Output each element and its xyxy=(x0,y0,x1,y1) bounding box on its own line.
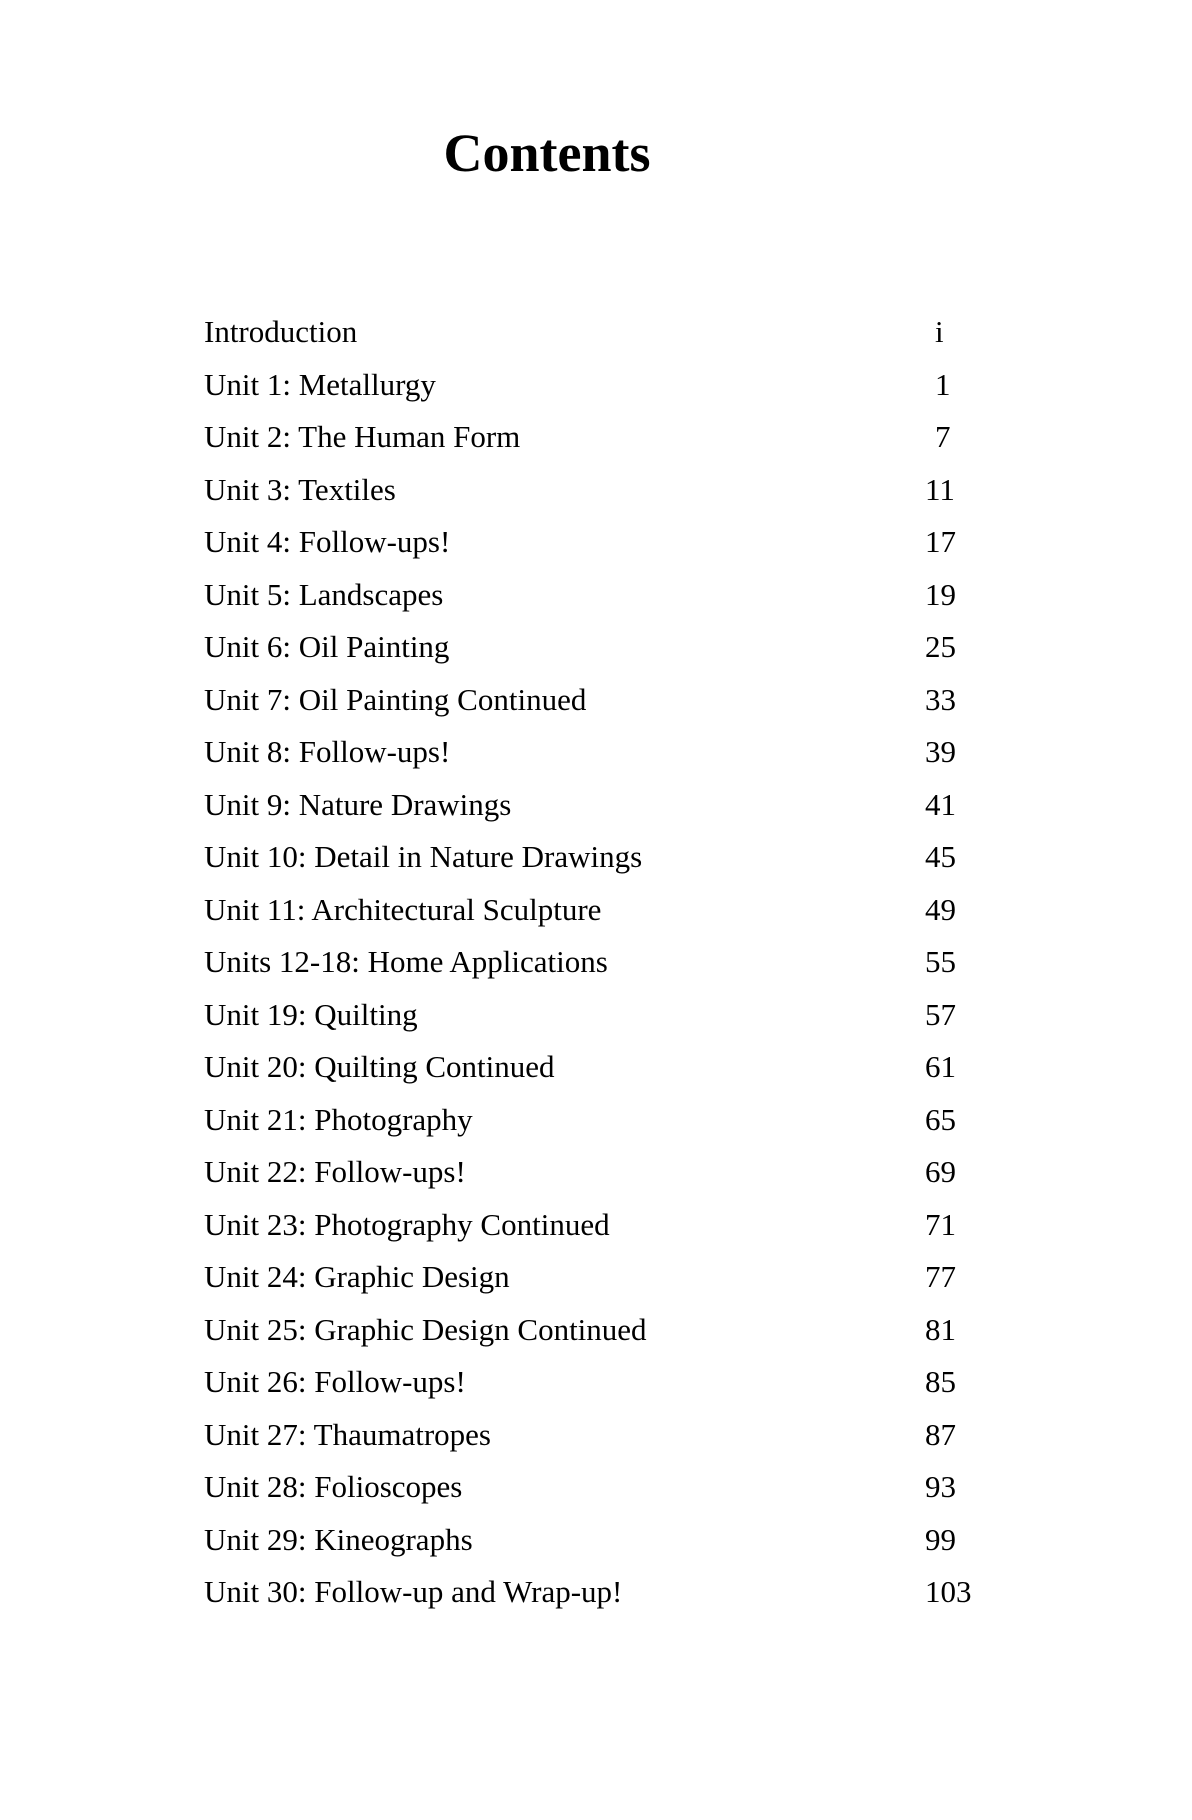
toc-entry xyxy=(204,1514,1004,1567)
toc-entry-label: Unit 28: Folioscopes xyxy=(204,1469,463,1504)
toc-entry xyxy=(204,1199,1004,1252)
toc-entry xyxy=(204,884,1004,937)
toc-entry-label: Unit 27: Thaumatropes xyxy=(204,1416,491,1452)
toc-entry xyxy=(204,569,1004,622)
toc-entry xyxy=(204,1461,1004,1514)
toc-entry-page-number: 81 xyxy=(925,1311,956,1347)
toc-entry-page-number: 61 xyxy=(925,1049,956,1084)
toc-entry xyxy=(204,1041,1004,1094)
toc-entry-label: Unit 1: Metallurgy xyxy=(204,366,436,402)
toc-entry xyxy=(204,831,1004,884)
toc-entry-page-number: 57 xyxy=(925,996,956,1032)
toc-entry xyxy=(204,411,1004,464)
toc-entry xyxy=(204,1094,1004,1147)
toc-entry-label: Unit 22: Follow-ups! xyxy=(204,1154,466,1189)
toc-entry-label: Unit 30: Follow-up and Wrap-up! xyxy=(204,1574,623,1609)
toc-entry-page-number: 19 xyxy=(925,576,956,612)
toc-entry-page-number: 33 xyxy=(925,681,956,717)
toc-entry xyxy=(204,516,1004,569)
toc-entry-page-number: 99 xyxy=(925,1521,956,1557)
toc-entry-page-number: 93 xyxy=(925,1469,956,1504)
toc-entry xyxy=(204,1304,1004,1357)
toc-entry-label: Unit 20: Quilting Continued xyxy=(204,1049,555,1084)
toc-entry-label: Units 12-18: Home Applications xyxy=(204,944,608,979)
toc-entry-label: Unit 7: Oil Painting Continued xyxy=(204,681,587,717)
toc-entry-page-number: 7 xyxy=(935,419,951,454)
toc-entry-label: Unit 5: Landscapes xyxy=(204,576,444,612)
toc-entry-label: Unit 23: Photography Continued xyxy=(204,1206,610,1242)
toc-entry-page-number: 41 xyxy=(925,786,956,822)
toc-entry-label: Unit 11: Architectural Sculpture xyxy=(204,891,602,927)
toc-entry-label: Unit 2: The Human Form xyxy=(204,419,521,454)
toc-entry-page-number: 11 xyxy=(925,471,955,507)
toc-entry xyxy=(204,726,1004,779)
toc-entry-page-number: 85 xyxy=(925,1364,956,1399)
toc-entry xyxy=(204,1356,1004,1409)
toc-entry-page-number: 65 xyxy=(925,1101,956,1137)
toc-entry xyxy=(204,621,1004,674)
toc-entry xyxy=(204,1251,1004,1304)
toc-entry-page-number: 69 xyxy=(925,1154,956,1189)
toc-entry-label: Unit 19: Quilting xyxy=(204,996,418,1032)
toc-entry xyxy=(204,1566,1004,1619)
toc-entry-label: Unit 10: Detail in Nature Drawings xyxy=(204,839,643,874)
toc-entry-label: Unit 8: Follow-ups! xyxy=(204,734,451,769)
toc-entry-page-number: 49 xyxy=(925,891,956,927)
toc-entry-page-number: 45 xyxy=(925,839,956,874)
toc-entry-page-number: 87 xyxy=(925,1416,956,1452)
table-of-contents xyxy=(204,306,1004,1619)
toc-entry-page-number: 1 xyxy=(935,366,951,402)
toc-entry xyxy=(204,306,1004,359)
toc-entry xyxy=(204,1146,1004,1199)
toc-entry-label: Introduction xyxy=(204,314,358,349)
toc-entry-label: Unit 6: Oil Painting xyxy=(204,629,450,664)
toc-entry-page-number: 39 xyxy=(925,734,956,769)
toc-entry-page-number: 25 xyxy=(925,629,956,664)
toc-entry-page-number: 55 xyxy=(925,944,956,979)
toc-entry xyxy=(204,464,1004,517)
toc-entry xyxy=(204,779,1004,832)
toc-entry-page-number: 103 xyxy=(925,1574,972,1609)
toc-entry xyxy=(204,674,1004,727)
toc-entry-page-number: 17 xyxy=(925,524,956,559)
toc-entry-page-number: 71 xyxy=(925,1206,956,1242)
toc-entry xyxy=(204,989,1004,1042)
toc-entry-label: Unit 25: Graphic Design Continued xyxy=(204,1311,647,1347)
toc-entry-label: Unit 4: Follow-ups! xyxy=(204,524,451,559)
toc-entry-page-number: i xyxy=(935,314,944,349)
toc-entry xyxy=(204,359,1004,412)
toc-entry-label: Unit 24: Graphic Design xyxy=(204,1259,510,1294)
toc-entry-label: Unit 3: Textiles xyxy=(204,471,396,507)
toc-entry-label: Unit 29: Kineographs xyxy=(204,1521,473,1557)
toc-entry-label: Unit 9: Nature Drawings xyxy=(204,786,512,822)
toc-entry-label: Unit 21: Photography xyxy=(204,1101,473,1137)
toc-entry xyxy=(204,936,1004,989)
toc-entry-page-number: 77 xyxy=(925,1259,956,1294)
page-title: Contents xyxy=(443,123,651,183)
toc-entry xyxy=(204,1409,1004,1462)
toc-entry-label: Unit 26: Follow-ups! xyxy=(204,1364,466,1399)
